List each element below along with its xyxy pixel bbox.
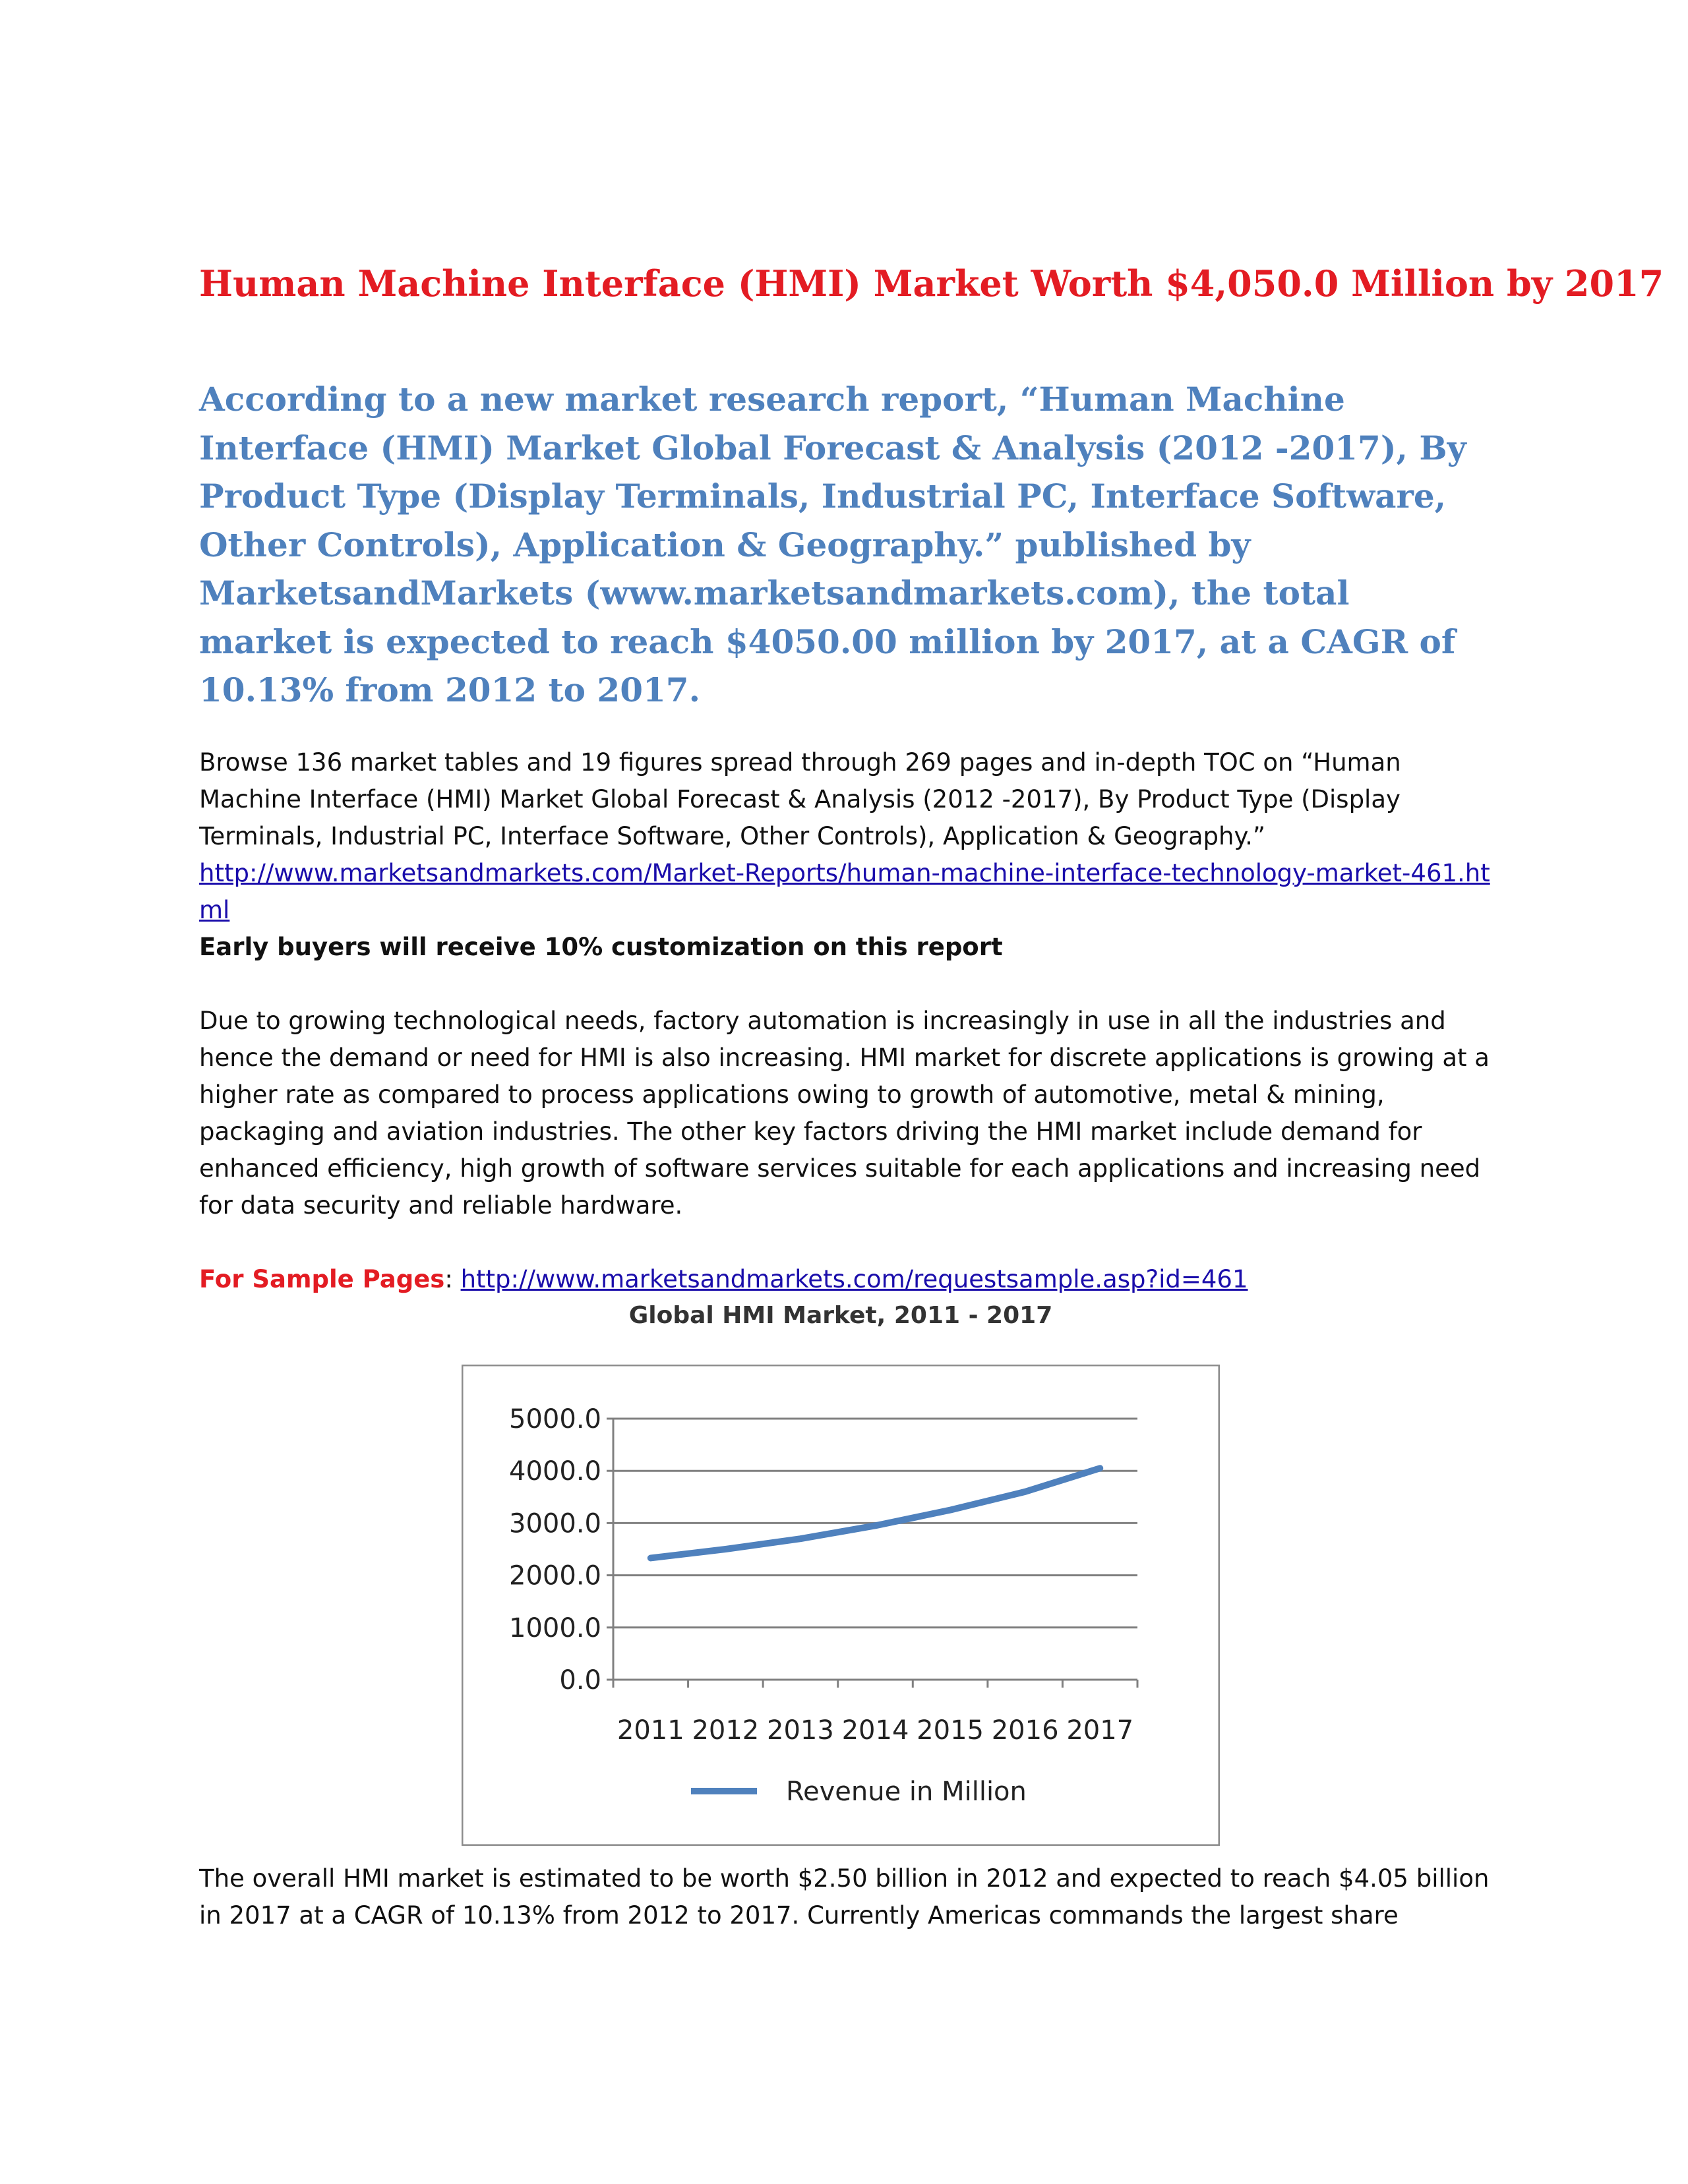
y-tick-label: 5000.0 — [509, 1404, 601, 1434]
sample-pages-link[interactable]: http://www.marketsandmarkets.com/requestsample.asp?id=461 — [460, 1264, 1248, 1293]
chart-figure — [462, 1302, 1220, 1849]
x-tick-label: 2013 — [767, 1715, 834, 1746]
market-drivers-paragraph: Due to growing technological needs, factory automation is increasingly in use in all the industries and hence the demand or need for HMI is also increasing. HMI market for discrete applications is growing at a higher rate as compared to process applications owing to growth of automotive, metal & mining, packaging and aviation industries. The other key factors driving the HMI market include demand for enhanced efficiency, high growth of software services suitable for each applications and increasing need for data security and reliable hardware. — [199, 1006, 1490, 1220]
sample-pages-label: For Sample Pages — [199, 1264, 445, 1293]
lead-paragraph: According to a new market research report, “Human Machine Interface (HMI) Market Global Forecast & Analysis (2012 -2017), By Product Type (Display Terminals, Industrial PC, Interface Software, Other Controls), Application & Geography.” published by MarketsandMarkets (www.marketsandmarkets.com), the total market is expected to reach $4050.00 million by 2017, at a CAGR of 10.13% from 2012 to 2017. — [199, 380, 1466, 709]
x-tick-label: 2015 — [917, 1715, 984, 1746]
report-link[interactable]: http://www.marketsandmarkets.com/Market-Reports/human-machine-interface-technology-market-461.html — [199, 858, 1490, 924]
browse-paragraph — [199, 744, 1492, 966]
x-tick-label: 2017 — [1066, 1715, 1134, 1746]
line-chart — [462, 1365, 1220, 1846]
browse-text: Browse 136 market tables and 19 figures spread through 269 pages and in-depth TOC on “Human Machine Interface (HMI) Market Global Forecast & Analysis (2012 -2017), By Product Type (Display Terminals, Industrial PC, Interface Software, Other Controls), Application & Geography.” — [199, 748, 1401, 850]
x-tick-label: 2011 — [617, 1715, 684, 1746]
page-title: Human Machine Interface (HMI) Market Worth $4,050.0 Million by 2017 — [199, 262, 1664, 305]
y-tick-label: 1000.0 — [509, 1612, 601, 1643]
x-tick-label: 2014 — [841, 1715, 909, 1746]
y-tick-label: 3000.0 — [509, 1508, 601, 1539]
y-tick-label: 2000.0 — [509, 1560, 601, 1591]
sample-separator: : — [444, 1264, 453, 1293]
chart-frame — [462, 1365, 1219, 1845]
x-tick-label: 2012 — [692, 1715, 760, 1746]
y-tick-label: 4000.0 — [509, 1456, 601, 1487]
chart-title: Global HMI Market, 2011 - 2017 — [628, 1302, 1053, 1329]
y-tick-label: 0.0 — [559, 1665, 601, 1696]
early-buyer-offer: Early buyers will receive 10% customization on this report — [199, 932, 1003, 961]
x-tick-label: 2016 — [991, 1715, 1059, 1746]
article-body — [199, 260, 1664, 1298]
legend-label: Revenue in Million — [786, 1777, 1027, 1807]
market-summary-paragraph: The overall HMI market is estimated to be worth $2.50 billion in 2012 and expected to reach $4.05 billion in 2017 at a CAGR of 10.13% from 2012 to 2017. Currently Americas commands the largest share — [199, 1864, 1490, 1930]
sample-pages-line — [199, 1261, 1492, 1298]
